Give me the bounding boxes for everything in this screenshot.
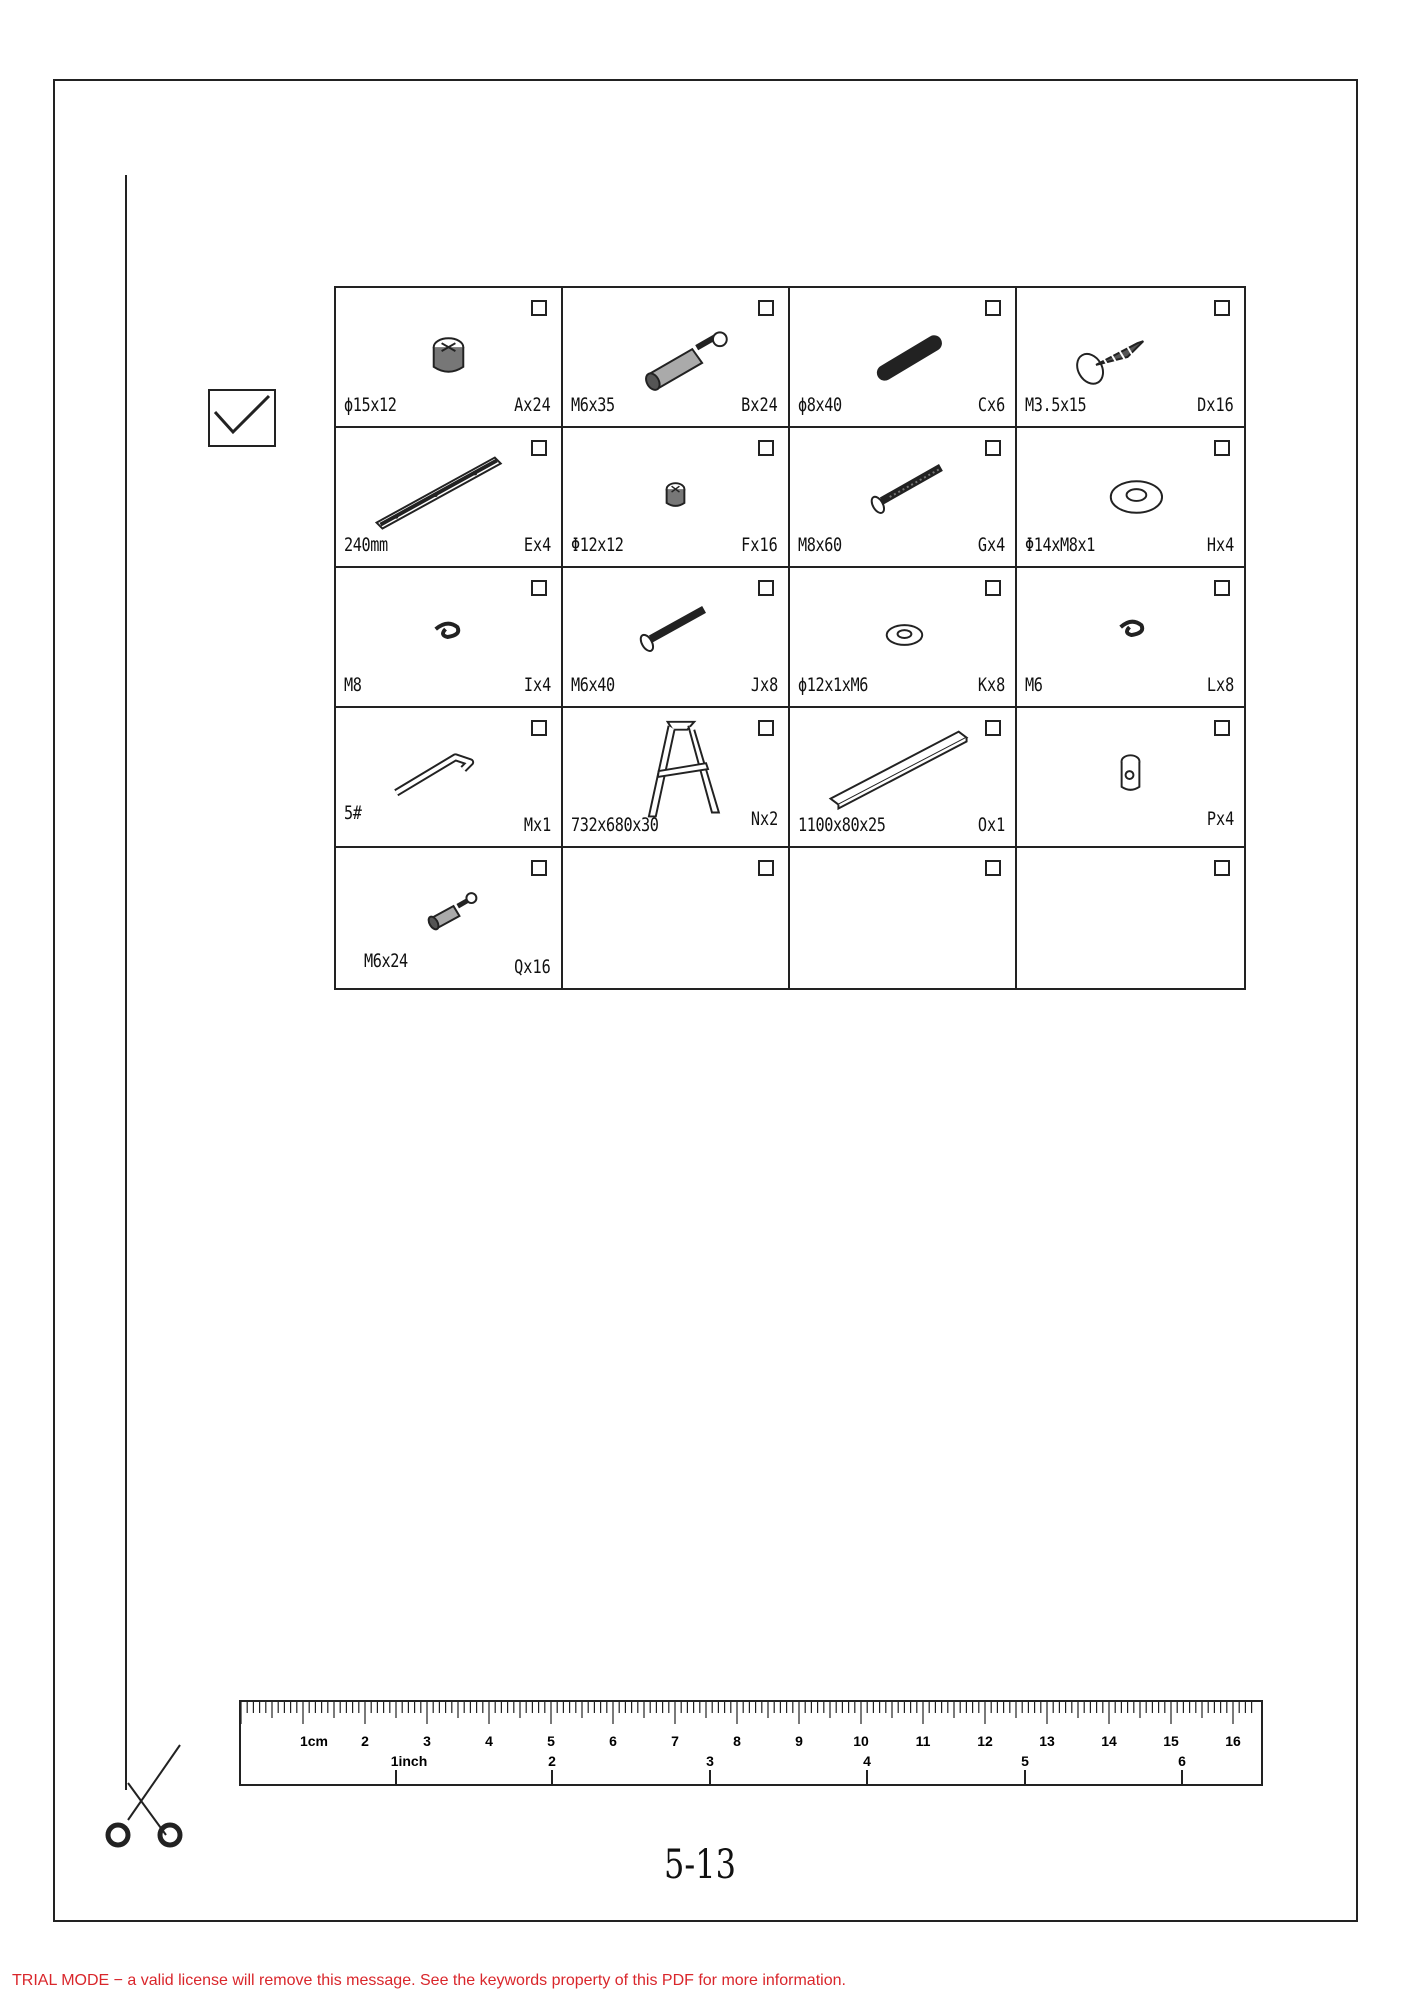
part-spec: M8 — [344, 674, 362, 696]
part-cell — [790, 288, 1017, 428]
cm-label: 15 — [1163, 1733, 1179, 1749]
parts-table — [334, 286, 1246, 990]
part-code: Mx1 — [523, 814, 551, 836]
page-number: 5-13 — [664, 1842, 736, 1888]
part-code: Nx2 — [750, 808, 778, 830]
cm-label: 9 — [795, 1733, 803, 1749]
part-code: Bx24 — [741, 394, 778, 416]
part-spec: 5# — [344, 802, 362, 824]
cm-label: 13 — [1039, 1733, 1055, 1749]
inch-label: 1inch — [390, 1753, 428, 1769]
part-spec: M6x35 — [571, 394, 615, 416]
part-code: Jx8 — [750, 674, 778, 696]
cm-label: 7 — [671, 1733, 679, 1749]
part-checkbox[interactable] — [1214, 860, 1230, 876]
part-cell — [790, 708, 1017, 848]
part-spec: M8x60 — [798, 534, 842, 556]
part-spec: 1100x80x25 — [798, 814, 886, 836]
part-spec: 240mm — [344, 534, 388, 556]
part-spec: M6 — [1025, 674, 1043, 696]
part-cell — [336, 428, 563, 568]
part-spec: M3.5x15 — [1025, 394, 1087, 416]
measuring-ruler — [239, 1700, 1263, 1786]
part-cell — [790, 428, 1017, 568]
inch-label: 2 — [548, 1753, 556, 1769]
part-spec: ϕ12x1xM6 — [798, 674, 869, 696]
cm-label: 16 — [1225, 1733, 1241, 1749]
part-cell — [563, 428, 790, 568]
part-spec: M6x24 — [364, 950, 408, 972]
cm-label: 2 — [361, 1733, 369, 1749]
part-checkbox[interactable] — [985, 860, 1001, 876]
part-code: Ex4 — [523, 534, 551, 556]
inch-label: 6 — [1178, 1753, 1186, 1769]
part-code: Lx8 — [1206, 674, 1234, 696]
cm-label: 3 — [423, 1733, 431, 1749]
part-cell — [1017, 848, 1244, 988]
part-spec: M6x40 — [571, 674, 615, 696]
part-code: Ox1 — [977, 814, 1005, 836]
part-cell — [563, 288, 790, 428]
part-cell — [336, 288, 563, 428]
part-cell — [336, 848, 563, 988]
part-checkbox[interactable] — [758, 860, 774, 876]
part-code: Dx16 — [1197, 394, 1234, 416]
part-cell — [563, 708, 790, 848]
trial-mode-notice: TRIAL MODE − a valid license will remove this message. See the keywords property of this PDF for more information. — [12, 1972, 846, 1989]
part-cell — [336, 568, 563, 708]
checked-box-icon — [207, 388, 277, 448]
part-cell — [336, 708, 563, 848]
part-code: Qx16 — [514, 956, 551, 978]
part-code: Cx6 — [977, 394, 1005, 416]
part-spec: Φ12x12 — [571, 534, 624, 556]
part-cell — [790, 848, 1017, 988]
inch-label: 5 — [1021, 1753, 1029, 1769]
part-cell — [563, 568, 790, 708]
part-code: Kx8 — [977, 674, 1005, 696]
part-spec: ϕ8x40 — [798, 394, 842, 416]
cm-label: 1cm — [299, 1733, 329, 1749]
part-code: Fx16 — [741, 534, 778, 556]
part-spec: ϕ15x12 — [344, 394, 397, 416]
cm-label: 5 — [547, 1733, 555, 1749]
part-cell — [563, 848, 790, 988]
inch-label: 3 — [706, 1753, 714, 1769]
cm-label: 14 — [1101, 1733, 1117, 1749]
part-code: Ax24 — [514, 394, 551, 416]
cm-label: 4 — [485, 1733, 493, 1749]
cm-label: 8 — [733, 1733, 741, 1749]
part-spec: Φ14xM8x1 — [1025, 534, 1096, 556]
part-code: Px4 — [1206, 808, 1234, 830]
part-spec: 732x680x30 — [571, 814, 659, 836]
part-cell — [1017, 708, 1244, 848]
part-code: Hx4 — [1206, 534, 1234, 556]
cm-label: 11 — [915, 1733, 931, 1749]
cut-line — [125, 175, 127, 1790]
part-cell — [790, 568, 1017, 708]
part-cell — [1017, 568, 1244, 708]
part-cell — [1017, 428, 1244, 568]
cm-label: 10 — [853, 1733, 869, 1749]
part-cell — [1017, 288, 1244, 428]
part-code: Ix4 — [523, 674, 551, 696]
scissors-icon — [100, 1735, 195, 1850]
inch-label: 4 — [863, 1753, 871, 1769]
part-code: Gx4 — [977, 534, 1005, 556]
cm-label: 12 — [977, 1733, 993, 1749]
cm-label: 6 — [609, 1733, 617, 1749]
